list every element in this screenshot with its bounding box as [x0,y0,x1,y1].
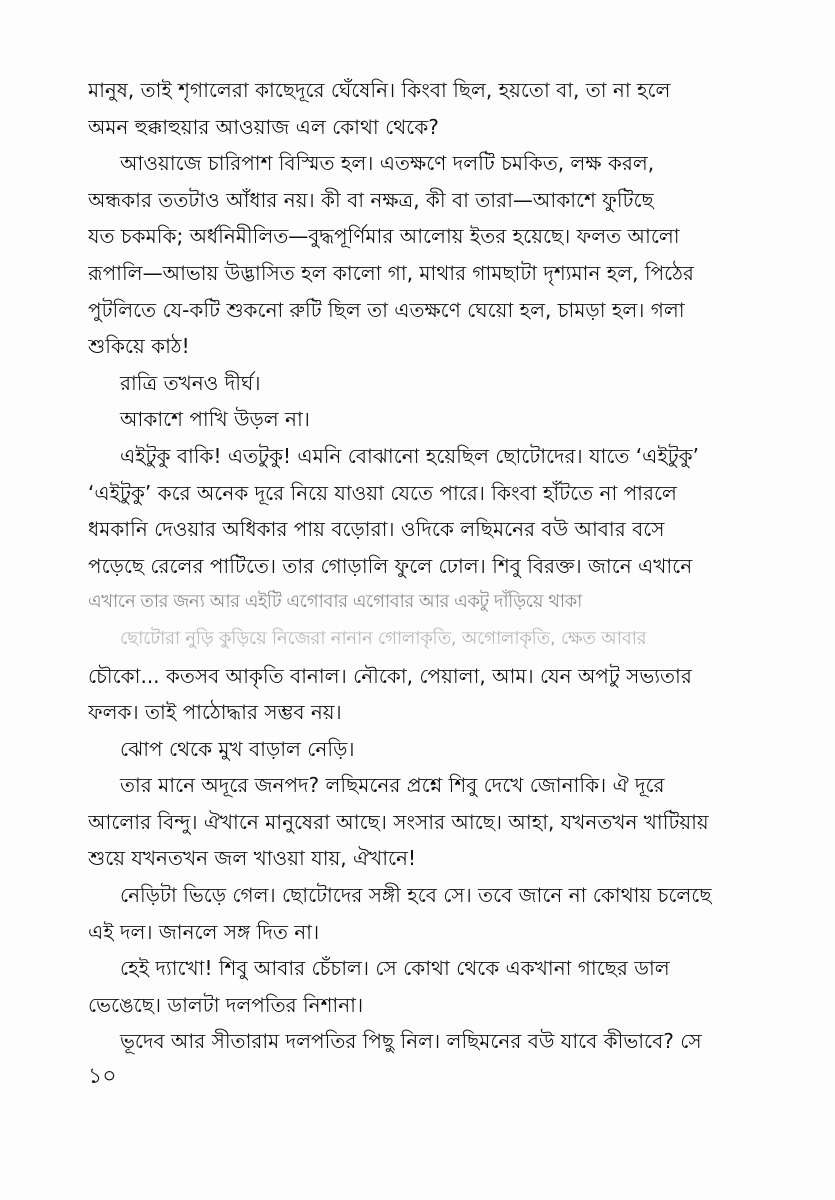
text-line: পড়েছে রেলের পাটিতে। তার গোড়ালি ফুলে ঢোল। শিবু বিরক্ত। জানে এখানে [88,553,693,578]
text-line: শুকিয়ে কাঠ! [88,334,190,359]
text-line: রূপালি—আভায় উদ্ভাসিত হল কালো গা, মাথার গামছাটা দৃশ্যমান হল, পিঠের [88,260,694,285]
paragraph-start-line: হেই দ্যাখো! শিবু আবার চেঁচাল। সে কোথা থেকে একখানা গাছের ডাল [120,956,670,981]
text-line: পুটলিতে যে-কটি শুকনো রুটি ছিল তা এতক্ষণে ঘেয়ো হল, চামড়া হল। গলা [88,297,685,322]
paragraph-start-line: আওয়াজে চারিপাশ বিস্মিত হল। এতক্ষণে দলটি চমকিত, লক্ষ করল, [120,151,655,176]
text-line: ধমকানি দেওয়ার অধিকার পায় বড়োরা। ওদিকে লছিমনের বউ আবার বসে [88,517,665,542]
text-line: ‘এইটুকু’ করে অনেক দূরে নিয়ে যাওয়া যেতে পারে। কিংবা হাঁটতে না পারলে [88,480,677,505]
text-line: আলোর বিন্দু। ঐখানে মানুষেরা আছে। সংসার আছে। আহা, যখনতখন খাটিয়ায় [88,809,709,834]
page-number: ১০ [88,1064,117,1089]
paragraph-start-line: এইটুকু বাকি! এতটুকু! এমনি বোঝানো হয়েছিল ছোটোদের। যাতে ‘এইটুকু’ [120,443,700,468]
text-line: শুয়ে যখনতখন জল খাওয়া যায়, ঐখানে! [88,846,416,871]
text-line: ভেঙেছে। ডালটা দলপতির নিশানা। [88,992,364,1017]
text-line: অমন হুক্কাহুয়ার আওয়াজ এল কোথা থেকে? [88,114,439,139]
text-line: অন্ধকার ততটাও আঁধার নয়। কী বা নক্ষত্র, কী বা তারা—আকাশে ফুটিছে [88,187,654,212]
paragraph-start-line: নেড়িটা ভিড়ে গেল। ছোটোদের সঙ্গী হবে সে। তবে জানে না কোথায় চলেছে [120,883,712,908]
text-line: মানুষ, তাই শৃগালেরা কাছেদূরে ঘেঁষেনি। কিংবা ছিল, হয়তো বা, তা না হলে [88,78,671,102]
text-line: চৌকো... কতসব আকৃতি বানাল। নৌকো, পেয়ালা, আম। যেন অপটু সভ্যতার [88,663,692,688]
paragraph-start-line: রাত্রি তখনও দীর্ঘ। [120,370,261,395]
body-text [88,72,768,1060]
faded-text-line: ছোটোরা নুড়ি কুড়িয়ে নিজেরা নানান গোলাকৃতি, অগোলাকৃতি, ক্ষেত আবার [120,627,647,649]
text-line: ফলক। তাই পাঠোদ্ধার সম্ভব নয়। [88,700,342,725]
paragraph-start-line: তার মানে অদূরে জনপদ? লছিমনের প্রশ্নে শিবু দেখে জোনাকি। ঐ দূরে [120,773,665,798]
paragraph-start-line: ঝোপ থেকে মুখ বাড়াল নেড়ি। [120,736,355,761]
text-line: যত চকমকি; অর্ধনিমীলিত—বুদ্ধপূর্ণিমার আলোয় ইতর হয়েছে। ফলত আলো [88,224,680,249]
faded-text-line: এখানে তার জন্য আর এইটি এগোবার এগোবার আর একটু দাঁড়িয়ে থাকা [88,591,582,613]
paragraph-start-line: আকাশে পাখি উড়ল না। [120,407,310,432]
text-line: এই দল। জানলে সঙ্গ দিত না। [88,919,320,944]
paragraph-start-line: ভূদেব আর সীতারাম দলপতির পিছু নিল। লছিমনের বউ যাবে কীভাবে? সে [120,1029,702,1054]
